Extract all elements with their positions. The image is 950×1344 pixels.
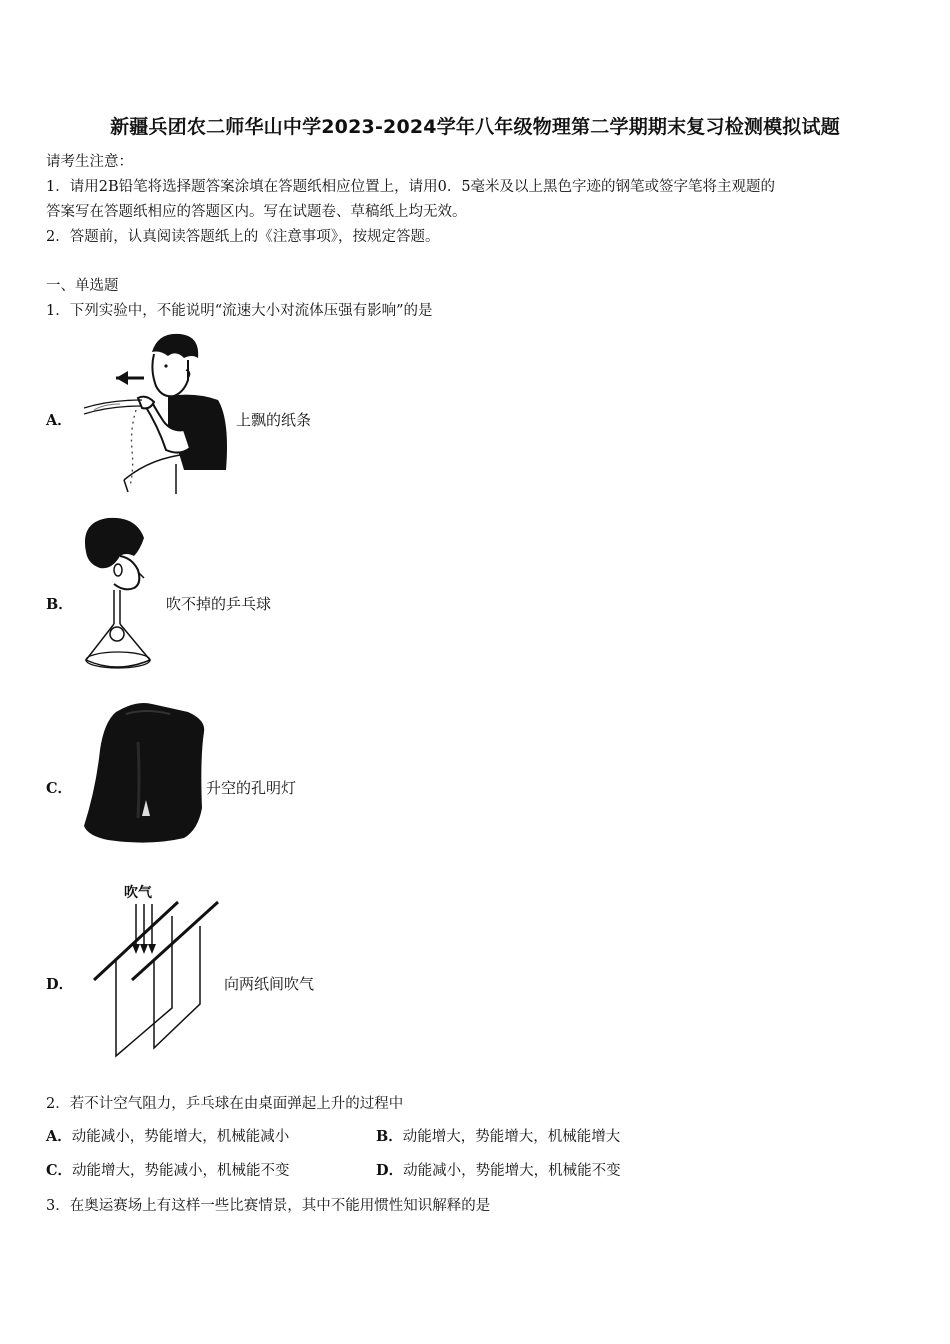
- option-a-letter: A．: [46, 412, 72, 429]
- notice-item-1-line-1: 1．请用2B铅笔将选择题答案涂填在答题纸相应位置上，请用0．5毫米及以上黑色字迹的钢笔或签字笔将主观题的: [46, 179, 776, 195]
- notice-item-2: 2．答题前，认真阅读答题纸上的《注意事项》，按规定答题。: [46, 229, 440, 245]
- q2-option-d-text: 动能减小，势能增大，机械能不变: [403, 1163, 621, 1179]
- q2-option-b-text: 动能增大，势能增大，机械能增大: [402, 1129, 621, 1145]
- q2-option-b-letter: B．: [376, 1128, 403, 1145]
- option-c-letter: C．: [46, 780, 73, 797]
- q2-option-c-text: 动能增大，势能减小，机械能不变: [72, 1163, 290, 1179]
- option-d-caption: 向两纸间吹气: [224, 975, 315, 993]
- q2-option-a: [46, 1127, 289, 1147]
- question-2-stem: 2．若不计空气阻力，乒乓球在由桌面弹起上升的过程中: [46, 1096, 404, 1112]
- q2-option-c-letter: C．: [46, 1162, 73, 1179]
- q2-option-b: [376, 1127, 620, 1147]
- question-1-stem: 1．下列实验中，不能说明“流速大小对流体压强有影响”的是: [46, 303, 433, 319]
- boy-blowing-paper-illustration: [80, 330, 240, 500]
- section-heading: 一、单选题: [46, 278, 119, 294]
- blow-air-label: 吹气: [124, 885, 152, 901]
- option-a-caption: 上飘的纸条: [236, 411, 312, 429]
- page-title: 新疆兵团农二师华山中学2023-2024学年八年级物理第二学期期末复习检测模拟试题: [110, 116, 840, 138]
- option-d-letter: D．: [46, 976, 74, 993]
- q2-option-d: [376, 1161, 621, 1181]
- question-3-stem: 3．在奥运赛场上有这样一些比赛情景，其中不能用惯性知识解释的是: [46, 1198, 491, 1214]
- notice-heading: 请考生注意：: [46, 154, 133, 170]
- option-b-caption: 吹不掉的乒乓球: [166, 595, 272, 613]
- sky-lantern-illustration: [80, 698, 210, 846]
- q2-option-a-letter: A．: [46, 1128, 72, 1145]
- ping-pong-funnel-illustration: [78, 512, 168, 672]
- q2-option-d-letter: D．: [376, 1162, 404, 1179]
- option-b-letter: B．: [46, 596, 73, 613]
- q2-option-a-text: 动能减小，势能增大，机械能减小: [71, 1129, 290, 1145]
- option-c-caption: 升空的孔明灯: [206, 779, 297, 797]
- q2-option-c: [46, 1161, 290, 1181]
- notice-item-1-line-2: 答案写在答题纸相应的答题区内。写在试题卷、草稿纸上均无效。: [46, 204, 467, 220]
- two-papers-illustration: [86, 896, 226, 1060]
